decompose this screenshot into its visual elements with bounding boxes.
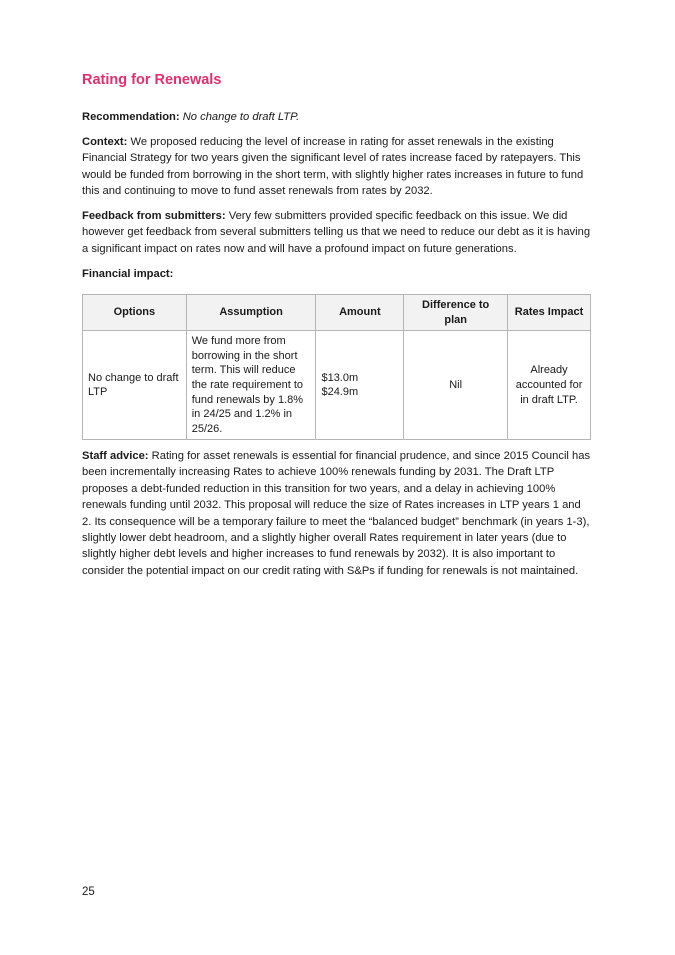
recommendation-text: No change to draft LTP. [182, 111, 300, 123]
table-header-row [83, 295, 591, 331]
financial-impact-table [82, 294, 591, 440]
financial-impact-label: Financial impact: [82, 268, 174, 280]
cell-amount [316, 331, 404, 440]
recommendation-paragraph [82, 109, 592, 125]
header-rates-impact: Rates Impact [508, 295, 591, 331]
header-options: Options [83, 295, 187, 331]
page-number: 25 [82, 886, 95, 898]
section-heading: Rating for Renewals [82, 72, 222, 88]
feedback-paragraph [82, 208, 592, 257]
feedback-text: Very few submitters provided specific feedback on this issue. We did however get feedback from several submitters telling us that we need to reduce our debt as it is having a significant impact on rates now and will have a profound impact on future generations. [82, 210, 591, 255]
staff-advice-label: Staff advice: [82, 450, 149, 462]
amount-value-2: $24.9m [321, 386, 359, 399]
context-paragraph [82, 134, 592, 200]
header-assumption: Assumption [186, 295, 316, 331]
table-row [83, 331, 591, 440]
cell-rates-impact: Already accounted for in draft LTP. [508, 331, 591, 440]
header-difference: Difference to plan [404, 295, 508, 331]
cell-options: No change to draft LTP [83, 331, 187, 440]
header-amount: Amount [316, 295, 404, 331]
staff-advice-text: Rating for asset renewals is essential for financial prudence, and since 2015 Council has been incrementally increasing Rates to achieve 100% renewals funding by 2031. The Draft LTP proposes a debt-funded reduction in this transition for two years, and a delay in achieving 100% renewals funding until 2032. This proposal will reduce the size of Rates increases in LTP years 1 and 2. Its consequence will be a temporary failure to meet the “balanced budget” benchmark (in years 1-3), slightly lower debt headroom, and a slightly higher overall Rates requirement in later years (due to slightly higher debt levels and higher increases to fund renewals by 2032). It is also important to consider the potential impact on our credit rating with S&Ps if funding for renewals is not maintained. [82, 450, 591, 577]
cell-difference: Nil [404, 331, 508, 440]
amount-value-1: $13.0m [321, 371, 359, 384]
context-text: We proposed reducing the level of increase in rating for asset renewals in the existing Financial Strategy for two years given the significant level of rates increase faced by ratepayers. This would be funded from borrowing in the short term, with slightly higher rates increases in future to fund this and continuing to move to fund asset renewals from rates by 2032. [82, 136, 584, 198]
feedback-label: Feedback from submitters: [82, 210, 226, 222]
staff-advice-paragraph [82, 448, 592, 579]
cell-assumption: We fund more from borrowing in the short term. This will reduce the rate requirement to fund renewals by 1.8% in 24/25 and 1.2% in 25/26. [186, 331, 316, 440]
context-label: Context: [82, 136, 128, 148]
recommendation-label: Recommendation: [82, 111, 180, 123]
